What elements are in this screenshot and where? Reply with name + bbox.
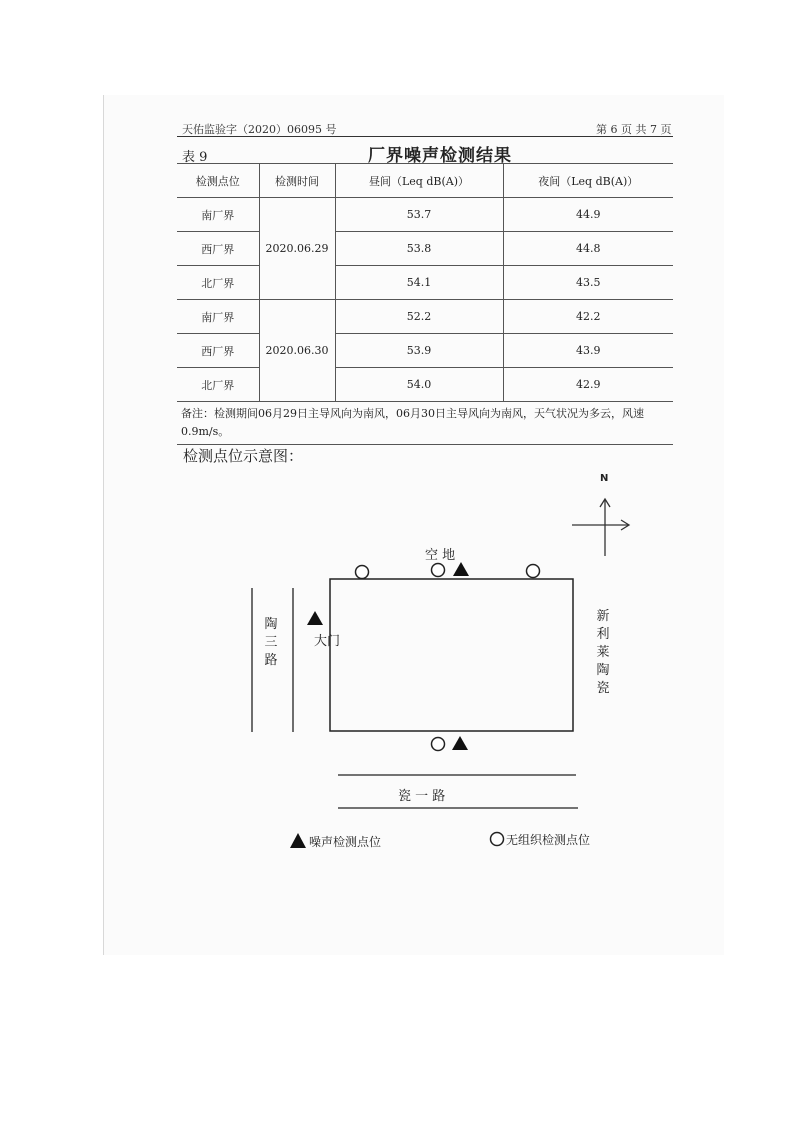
legend-unorganized-label: 无组织检测点位 [506,833,591,847]
night-value: 42.2 [503,300,673,334]
page-info: 第 6 页 共 7 页 [596,123,672,136]
left-road-label: 陶三路 [264,617,278,668]
diagram-title: 检测点位示意图： [183,447,304,465]
report-number: 天佑监验字（2020）06095 号 [182,123,337,136]
table-title: 厂界噪声检测结果 [368,146,512,166]
north-label: N [600,473,609,484]
date-cell: 2020.06.29 [259,198,335,300]
top-area-label: 空 地 [425,548,456,563]
point-cell: 西厂界 [177,334,259,368]
day-value: 52.2 [335,300,503,334]
night-value: 44.9 [503,198,673,232]
point-cell: 南厂界 [177,300,259,334]
gate-label: 大门 [314,634,341,649]
bottom-road-label: 瓷 一 路 [398,789,446,804]
point-cell: 西厂界 [177,232,259,266]
right-neighbor-label: 新利莱陶瓷 [596,609,610,696]
unorganized-point-icon [356,566,369,579]
unorganized-point-icon [432,738,445,751]
col-header-day: 昼间（Leq dB(A)） [335,164,503,198]
noise-point-icon [452,736,468,750]
day-value: 53.8 [335,232,503,266]
factory-boundary [330,579,573,731]
point-cell: 北厂界 [177,368,259,402]
table-note: 备注：检测期间06月29日主导风向为南风，06月30日主导风向为南风，天气状况为多云，风速0.9m/s。 [177,402,673,445]
legend-noise-label: 噪声检测点位 [309,835,382,849]
unorganized-point-icon [527,565,540,578]
noise-point-icon [453,562,469,576]
north-arrow-icon [572,499,629,556]
legend-noise-icon [290,833,306,848]
point-cell: 北厂界 [177,266,259,300]
unorganized-point-icon [432,564,445,577]
night-value: 43.9 [503,334,673,368]
night-value: 42.9 [503,368,673,402]
night-value: 43.5 [503,266,673,300]
table-number: 表 9 [182,150,208,165]
date-cell: 2020.06.30 [259,300,335,402]
night-value: 44.8 [503,232,673,266]
point-cell: 南厂界 [177,198,259,232]
col-header-point: 检测点位 [177,164,259,198]
legend-unorganized-icon [491,833,504,846]
day-value: 54.0 [335,368,503,402]
day-value: 53.9 [335,334,503,368]
day-value: 53.7 [335,198,503,232]
day-value: 54.1 [335,266,503,300]
col-header-time: 检测时间 [259,164,335,198]
noise-point-icon [307,611,323,625]
col-header-night: 夜间（Leq dB(A)） [503,164,673,198]
